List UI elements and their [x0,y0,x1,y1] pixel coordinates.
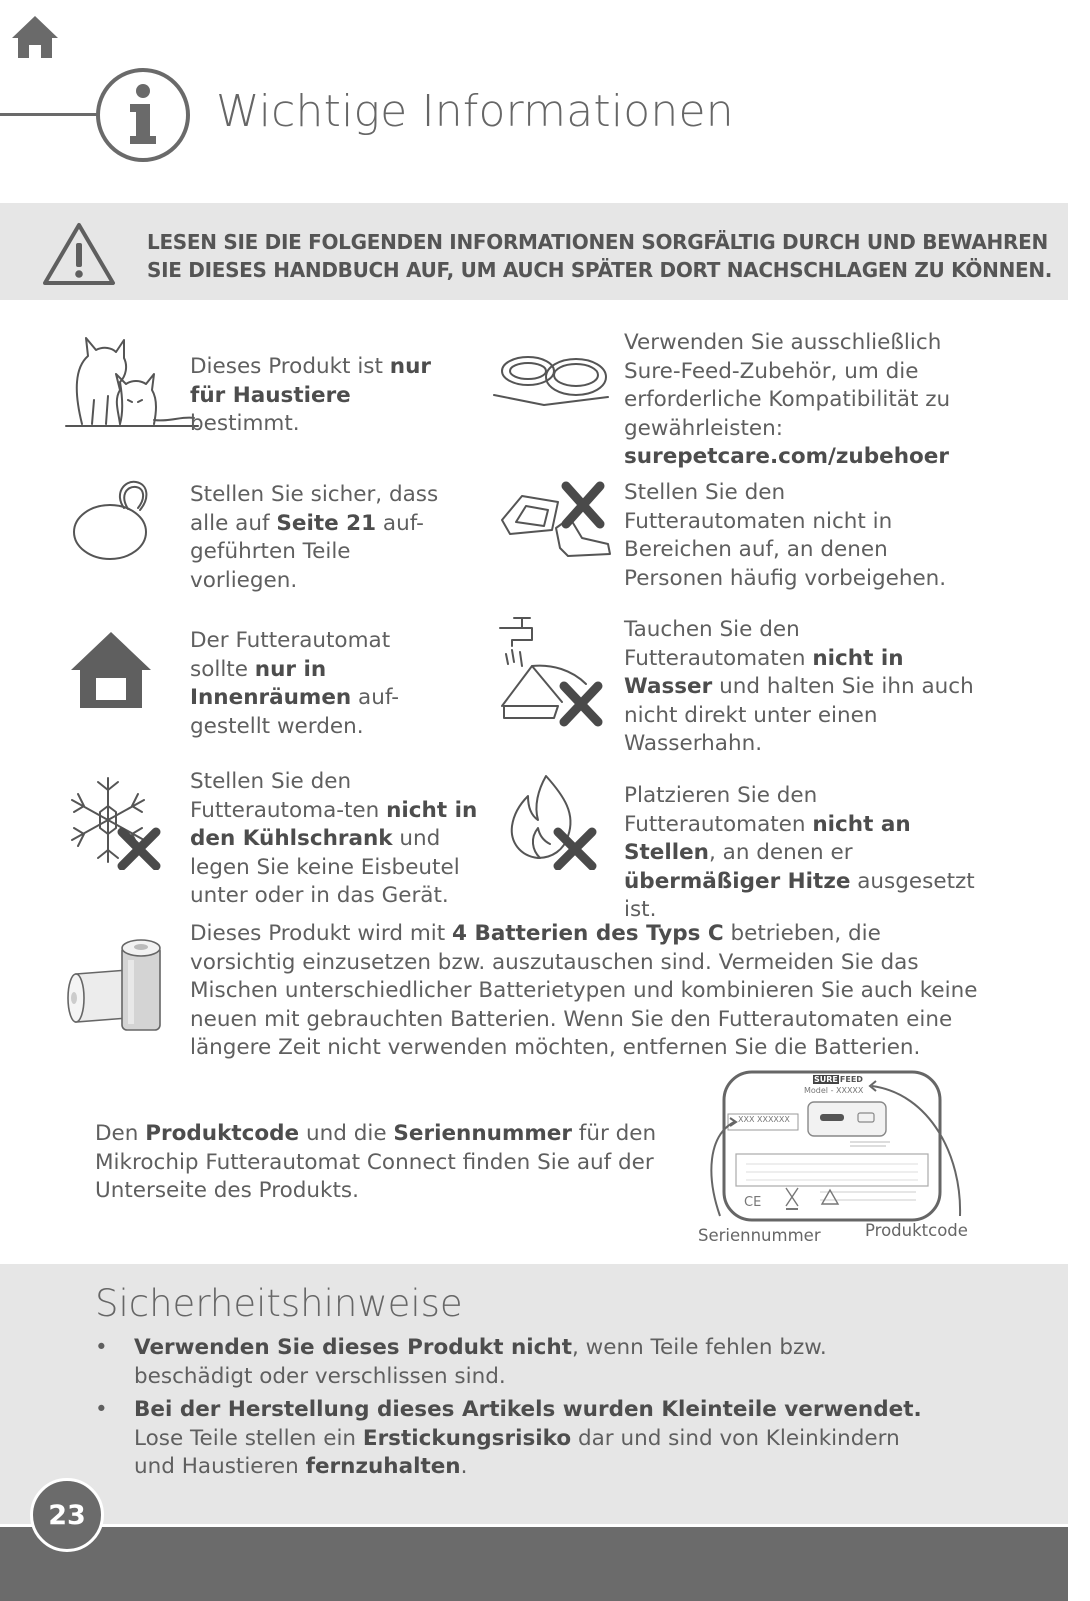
item-accessories-text: Verwenden Sie ausschließlich Sure-Feed-Zubehör, um die erforderliche Kompatibilität zu gewährleisten: surepetcare.com/zubehoer [624,330,951,469]
feeder-foot-no-icon [496,478,616,562]
warning-text [147,228,1052,284]
safety-bullet-1: • Verwenden Sie dieses Produkt nicht, wenn Teile fehlen bzw. beschädigt oder verschlissen sind. [95,1335,827,1389]
brand-logo: SURE FEED [814,1075,863,1084]
house-icon [68,628,154,712]
label-serial-number: Seriennummer [698,1226,821,1245]
tag-icon [68,476,154,562]
warning-line-2: SIE DIESES HANDBUCH AUF, UM AUCH SPÄTER DORT NACHSCHLAGEN ZU KÖNNEN. [147,258,1053,282]
tap-water-no-icon [492,614,612,730]
serial-sample-text: XXX XXXXXX [738,1115,790,1124]
header-rule [0,113,98,116]
item-fridge-text: Stellen Sie den Futterautoma-ten nicht in den Kühlschrank und legen Sie keine Eisbeutel unter oder in das Gerät. [190,769,478,908]
warning-banner [0,203,1068,300]
cats-icon [62,330,202,430]
info-icon [94,66,192,164]
page-title: Wichtige Informationen [216,86,734,137]
item-batteries-text: Dieses Produkt wird mit 4 Batterien des Typs C betrieben, die vorsichtig einzusetzen bzw. auszutauschen sind. Vermeiden Sie das Mischen unterschiedlicher Batterietypen und kombinieren Sie auch keine neuen mit gebrauchten Batterien. Wenn Sie den Futterautomaten eine längere Zeit nicht verwenden möchten, entfernen Sie die Batterien. [190,921,978,1060]
flame-no-icon [506,772,606,870]
safety-title: Sicherheitshinweise [95,1282,463,1325]
item-heat-text: Platzieren Sie den Futterautomaten nicht an Stellen, an denen er übermäßiger Hitze ausgesetzt ist. [624,783,975,922]
home-icon[interactable] [10,14,60,60]
warning-line-1: LESEN SIE DIE FOLGENDEN INFORMATIONEN SORGFÄLTIG DURCH UND BEWAHREN [147,230,1048,254]
label-product-code: Produktcode [865,1221,968,1240]
item-parts-text: Stellen Sie sicher, dass alle auf Seite 21 auf-geführten Teile vorliegen. [190,482,439,593]
svg-text:CE: CE [744,1195,762,1210]
footer-bar [0,1527,1068,1601]
product-label-diagram [700,1066,980,1256]
item-indoor-text: Der Futterautomat sollte nur in Innenräumen auf-gestellt werden. [190,628,400,739]
safety-bullet-2: • Bei der Herstellung dieses Artikels wurden Kleinteile verwendet. Lose Teile stellen ein Erstickungsrisiko dar und sind von Kleinkindern und Haustieren fernzuhalten. [95,1397,922,1479]
batteries-icon [66,934,170,1038]
page-number: 23 [48,1499,86,1531]
product-code-text: Den Produktcode und die Seriennummer für den Mikrochip Futterautomat Connect finden Sie auf der Unterseite des Produkts. [95,1121,657,1203]
model-text: Model - XXXXX [804,1086,864,1095]
item-traffic-text: Stellen Sie den Futterautomaten nicht in Bereichen auf, an denen Personen häufig vorbeigehen. [624,480,947,591]
snowflake-no-icon [66,772,162,870]
safety-section [0,1264,1068,1524]
item-pets-text: Dieses Produkt ist nur für Haustiere bestimmt. [190,354,431,436]
bowls-icon [492,345,612,407]
warning-triangle-icon [42,221,116,287]
page-number-badge [30,1478,104,1552]
item-water-text: Tauchen Sie den Futterautomaten nicht in Wasser und halten Sie ihn auch nicht direkt unter einen Wasserhahn. [624,617,974,756]
